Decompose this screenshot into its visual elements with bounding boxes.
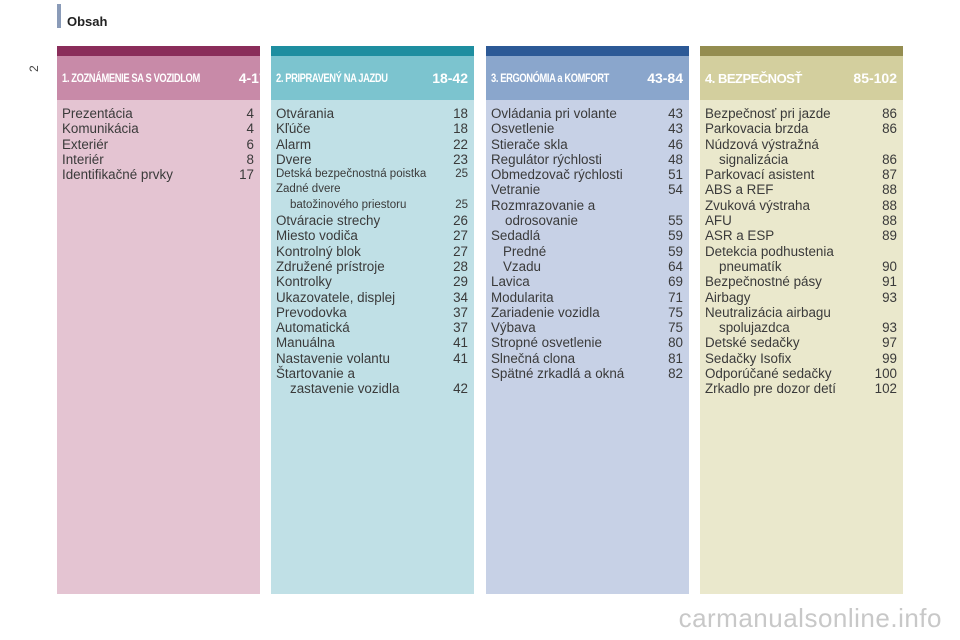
toc-entry-title: Otvárania (276, 106, 335, 121)
toc-entry-title: Obmedzovač rýchlosti (491, 167, 623, 183)
section-column-1 (57, 46, 267, 594)
section-title: 4. BEZPEČNOSŤ (705, 70, 802, 86)
toc-entry[interactable] (705, 152, 897, 167)
toc-entry-title: batožinového priestoru (290, 198, 407, 211)
toc-entry-page: 6 (246, 136, 254, 152)
section-page-range: 18-42 (432, 70, 468, 86)
toc-entry[interactable] (491, 351, 683, 366)
toc-entry-page: 75 (668, 304, 683, 320)
toc-entry-title: Exteriér (62, 136, 109, 152)
toc-entry[interactable] (491, 121, 683, 136)
toc-entry[interactable] (491, 305, 683, 320)
toc-entry-page: 17 (239, 167, 254, 183)
toc-entry-page: 37 (453, 320, 468, 336)
section-header[interactable] (700, 56, 903, 100)
section-entries (57, 100, 260, 594)
toc-entry[interactable] (276, 351, 468, 366)
toc-entry-page: 88 (882, 213, 897, 229)
toc-entry[interactable] (705, 137, 897, 152)
toc-entry[interactable] (276, 228, 468, 243)
toc-entry[interactable] (276, 106, 468, 121)
toc-entry-page: 80 (668, 335, 683, 351)
section-title: 1. ZOZNÁMENIE SA S VOZIDLOM (62, 71, 200, 85)
toc-entry-page: 25 (455, 168, 468, 181)
toc-entry-page: 46 (668, 136, 683, 152)
toc-entry-title: zastavenie vozidla (290, 381, 400, 397)
toc-entry[interactable] (276, 121, 468, 136)
toc-entry-page: 34 (453, 289, 468, 305)
toc-entry[interactable] (276, 152, 468, 167)
toc-entry[interactable] (705, 106, 897, 121)
toc-entry[interactable] (276, 335, 468, 350)
toc-entry[interactable] (276, 320, 468, 335)
toc-entry[interactable] (491, 366, 683, 381)
toc-entry-title: Kľúče (276, 121, 311, 137)
toc-entry[interactable] (491, 274, 683, 289)
toc-entry-title: Štartovanie a (276, 366, 355, 382)
page-number: 2 (27, 65, 41, 72)
toc-entry-title: AFU (705, 213, 732, 229)
toc-entry-page: 69 (668, 274, 683, 290)
toc-entry-page: 25 (455, 198, 468, 211)
toc-entry-title: spolujazdca (719, 320, 790, 336)
toc-entry-title: signalizácia (719, 151, 789, 167)
toc-entry-title: Výbava (491, 320, 536, 336)
toc-entry-page: 75 (668, 320, 683, 336)
section-entries (486, 100, 689, 594)
toc-entry-page: 102 (874, 381, 897, 397)
toc-entry[interactable] (705, 167, 897, 182)
toc-entry[interactable] (276, 274, 468, 289)
toc-entry-title: Identifikačné prvky (62, 167, 173, 183)
toc-entry-title: Predné (503, 243, 547, 259)
section-header[interactable] (486, 56, 689, 100)
toc-entry-page: 23 (453, 151, 468, 167)
page-title: Obsah (67, 14, 108, 29)
toc-entry[interactable] (276, 244, 468, 259)
toc-entry-page: 48 (668, 151, 683, 167)
toc-entry[interactable] (491, 106, 683, 121)
toc-entry-title: Združené prístroje (276, 258, 385, 274)
toc-entry-title: Airbagy (705, 289, 751, 305)
toc-entry-page: 59 (668, 228, 683, 244)
toc-entry[interactable] (62, 106, 254, 121)
toc-entry-page: 42 (453, 381, 468, 397)
section-stripe (486, 46, 689, 56)
section-title: 3. ERGONÓMIA a KOMFORT (491, 71, 609, 85)
section-stripe (700, 46, 903, 56)
toc-entry-title: Detekcia podhustenia (705, 243, 834, 259)
toc-entry-page: 41 (453, 335, 468, 351)
toc-entry-title: Sedadlá (491, 228, 541, 244)
toc-entry-page: 90 (882, 258, 897, 274)
toc-entry-title: Interiér (62, 151, 104, 167)
toc-entry-page: 18 (453, 121, 468, 137)
toc-entry-page: 91 (882, 274, 897, 290)
toc-entry-page: 81 (668, 350, 683, 366)
toc-entry[interactable] (276, 305, 468, 320)
toc-entry-title: Sedačky Isofix (705, 350, 792, 366)
toc-entry-title: Stierače skla (491, 136, 568, 152)
toc-entry[interactable] (276, 259, 468, 274)
toc-entry-page: 93 (882, 289, 897, 305)
toc-entry-page: 88 (882, 197, 897, 213)
toc-entry-page: 71 (668, 289, 683, 305)
toc-entry[interactable] (705, 244, 897, 259)
header-accent-bar (57, 4, 61, 28)
toc-entry[interactable] (276, 182, 468, 197)
toc-entry-title: Núdzová výstražná (705, 136, 819, 152)
toc-entry-title: Otváracie strechy (276, 213, 381, 229)
toc-entry-page: 51 (668, 167, 683, 183)
toc-entry-title: Parkovací asistent (705, 167, 815, 183)
toc-entry[interactable] (705, 305, 897, 320)
toc-entry-page: 8 (246, 151, 254, 167)
section-page-range: 85-102 (853, 70, 897, 86)
toc-entry-page: 22 (453, 136, 468, 152)
section-column-3 (486, 46, 689, 594)
toc-entry[interactable] (491, 213, 683, 228)
toc-entry-title: Lavica (491, 274, 530, 290)
toc-entry-title: Neutralizácia airbagu (705, 304, 831, 320)
toc-entry-title: Prevodovka (276, 304, 347, 320)
toc-entry-page: 93 (882, 320, 897, 336)
toc-entry[interactable] (276, 198, 468, 213)
toc-entry-title: Zadné dvere (276, 183, 341, 196)
toc-entry[interactable] (491, 290, 683, 305)
watermark-text: carmanualsonline.info (678, 603, 942, 633)
toc-entry-page: 86 (882, 151, 897, 167)
toc-entry-title: Stropné osvetlenie (491, 335, 602, 351)
toc-entry[interactable] (705, 290, 897, 305)
toc-entry-page: 86 (882, 121, 897, 137)
toc-entry[interactable] (491, 228, 683, 243)
toc-entry[interactable] (62, 137, 254, 152)
toc-entry-title: Kontrolky (276, 274, 332, 290)
toc-entry[interactable] (705, 121, 897, 136)
toc-entry-title: Bezpečnostné pásy (705, 274, 822, 290)
toc-entry[interactable] (491, 259, 683, 274)
toc-entry-page: 59 (668, 243, 683, 259)
toc-entry[interactable] (276, 137, 468, 152)
toc-entry[interactable] (276, 381, 468, 396)
toc-entry-title: ASR a ESP (705, 228, 775, 244)
toc-entry[interactable] (705, 213, 897, 228)
toc-entry-page: 26 (453, 213, 468, 229)
toc-entry-title: ABS a REF (705, 182, 774, 198)
section-header[interactable] (57, 56, 267, 100)
toc-entry-page: 28 (453, 258, 468, 274)
toc-entry-page: 54 (668, 182, 683, 198)
toc-entry-page: 18 (453, 106, 468, 121)
section-entries (700, 100, 903, 594)
toc-entry-page: 4 (246, 106, 254, 121)
section-title: 2. PRIPRAVENÝ NA JAZDU (276, 71, 388, 85)
toc-entry[interactable] (491, 198, 683, 213)
toc-entry-title: Alarm (276, 136, 311, 152)
toc-entry-title: Zrkadlo pre dozor detí (705, 381, 836, 397)
toc-entry-title: Prezentácia (62, 106, 133, 121)
toc-entry-title: pneumatík (719, 258, 782, 274)
toc-entry[interactable] (491, 320, 683, 335)
toc-entry-page: 100 (874, 366, 897, 382)
toc-entry[interactable] (705, 228, 897, 243)
toc-entry-page: 97 (882, 335, 897, 351)
toc-entry[interactable] (276, 167, 468, 182)
toc-entry[interactable] (705, 198, 897, 213)
toc-entry[interactable] (705, 259, 897, 274)
toc-entry-title: Ovládania pri volante (491, 106, 617, 121)
toc-entry[interactable] (62, 167, 254, 182)
toc-entry[interactable] (276, 213, 468, 228)
toc-entry-page: 82 (668, 366, 683, 382)
toc-entry-title: Ukazovatele, displej (276, 289, 396, 305)
toc-entry[interactable] (62, 152, 254, 167)
toc-entry-page: 55 (668, 213, 683, 229)
toc-entry-page: 86 (882, 106, 897, 121)
toc-entry[interactable] (705, 320, 897, 335)
toc-entry-title: Komunikácia (62, 121, 139, 137)
toc-entry-page: 64 (668, 258, 683, 274)
toc-entry-title: Manuálna (276, 335, 335, 351)
toc-entry[interactable] (705, 274, 897, 289)
toc-entry-title: Zvuková výstraha (705, 197, 810, 213)
toc-entry-title: Automatická (276, 320, 350, 336)
toc-entry-title: Vzadu (503, 258, 541, 274)
toc-entry-title: Dvere (276, 151, 312, 167)
toc-entry[interactable] (62, 121, 254, 136)
toc-entry-page: 29 (453, 274, 468, 290)
toc-entry-title: Regulátor rýchlosti (491, 151, 602, 167)
toc-entry-title: odrosovanie (505, 213, 578, 229)
toc-entry[interactable] (491, 244, 683, 259)
toc-entry-title: Odporúčané sedačky (705, 366, 832, 382)
toc-entry[interactable] (705, 366, 897, 381)
toc-entry-title: Modularita (491, 289, 554, 305)
toc-entry-title: Kontrolný blok (276, 243, 361, 259)
toc-entry-page: 27 (453, 243, 468, 259)
toc-entry-title: Slnečná clona (491, 350, 576, 366)
toc-entry[interactable] (491, 137, 683, 152)
toc-entry-page: 37 (453, 304, 468, 320)
toc-entry[interactable] (705, 335, 897, 350)
toc-entry-page: 99 (882, 350, 897, 366)
toc-entry[interactable] (276, 366, 468, 381)
section-stripe (271, 46, 474, 56)
toc-entry-page: 41 (453, 350, 468, 366)
toc-entry-title: Detské sedačky (705, 335, 800, 351)
toc-entry-title: Bezpečnosť pri jazde (705, 106, 831, 121)
section-column-2 (271, 46, 474, 594)
toc-entry-title: Nastavenie volantu (276, 350, 390, 366)
toc-entry[interactable] (705, 351, 897, 366)
toc-entry-page: 27 (453, 228, 468, 244)
toc-entry[interactable] (491, 335, 683, 350)
toc-entry-title: Zariadenie vozidla (491, 304, 600, 320)
toc-entry-title: Parkovacia brzda (705, 121, 809, 137)
section-stripe (57, 46, 260, 56)
toc-entry-page: 88 (882, 182, 897, 198)
toc-entry-title: Detská bezpečnostná poistka (276, 168, 427, 181)
section-page-range: 4-17 (238, 70, 267, 86)
toc-entry-title: Miesto vodiča (276, 228, 358, 244)
toc-entry-title: Osvetlenie (491, 121, 555, 137)
section-entries (271, 100, 474, 594)
toc-entry-page: 4 (246, 121, 254, 137)
toc-entry-page: 43 (668, 106, 683, 121)
toc-entry-title: Vetranie (491, 182, 541, 198)
toc-entry-page: 89 (882, 228, 897, 244)
toc-entry[interactable] (491, 182, 683, 197)
toc-entry[interactable] (705, 381, 897, 396)
toc-entry[interactable] (276, 290, 468, 305)
toc-entry-title: Spätné zrkadlá a okná (491, 366, 625, 382)
toc-entry[interactable] (491, 167, 683, 182)
section-page-range: 43-84 (647, 70, 683, 86)
toc-entry[interactable] (491, 152, 683, 167)
toc-entry-page: 87 (882, 167, 897, 183)
toc-entry-page: 43 (668, 121, 683, 137)
section-column-4 (700, 46, 903, 594)
section-header[interactable] (271, 56, 474, 100)
toc-entry-title: Rozmrazovanie a (491, 197, 596, 213)
toc-entry[interactable] (705, 182, 897, 197)
